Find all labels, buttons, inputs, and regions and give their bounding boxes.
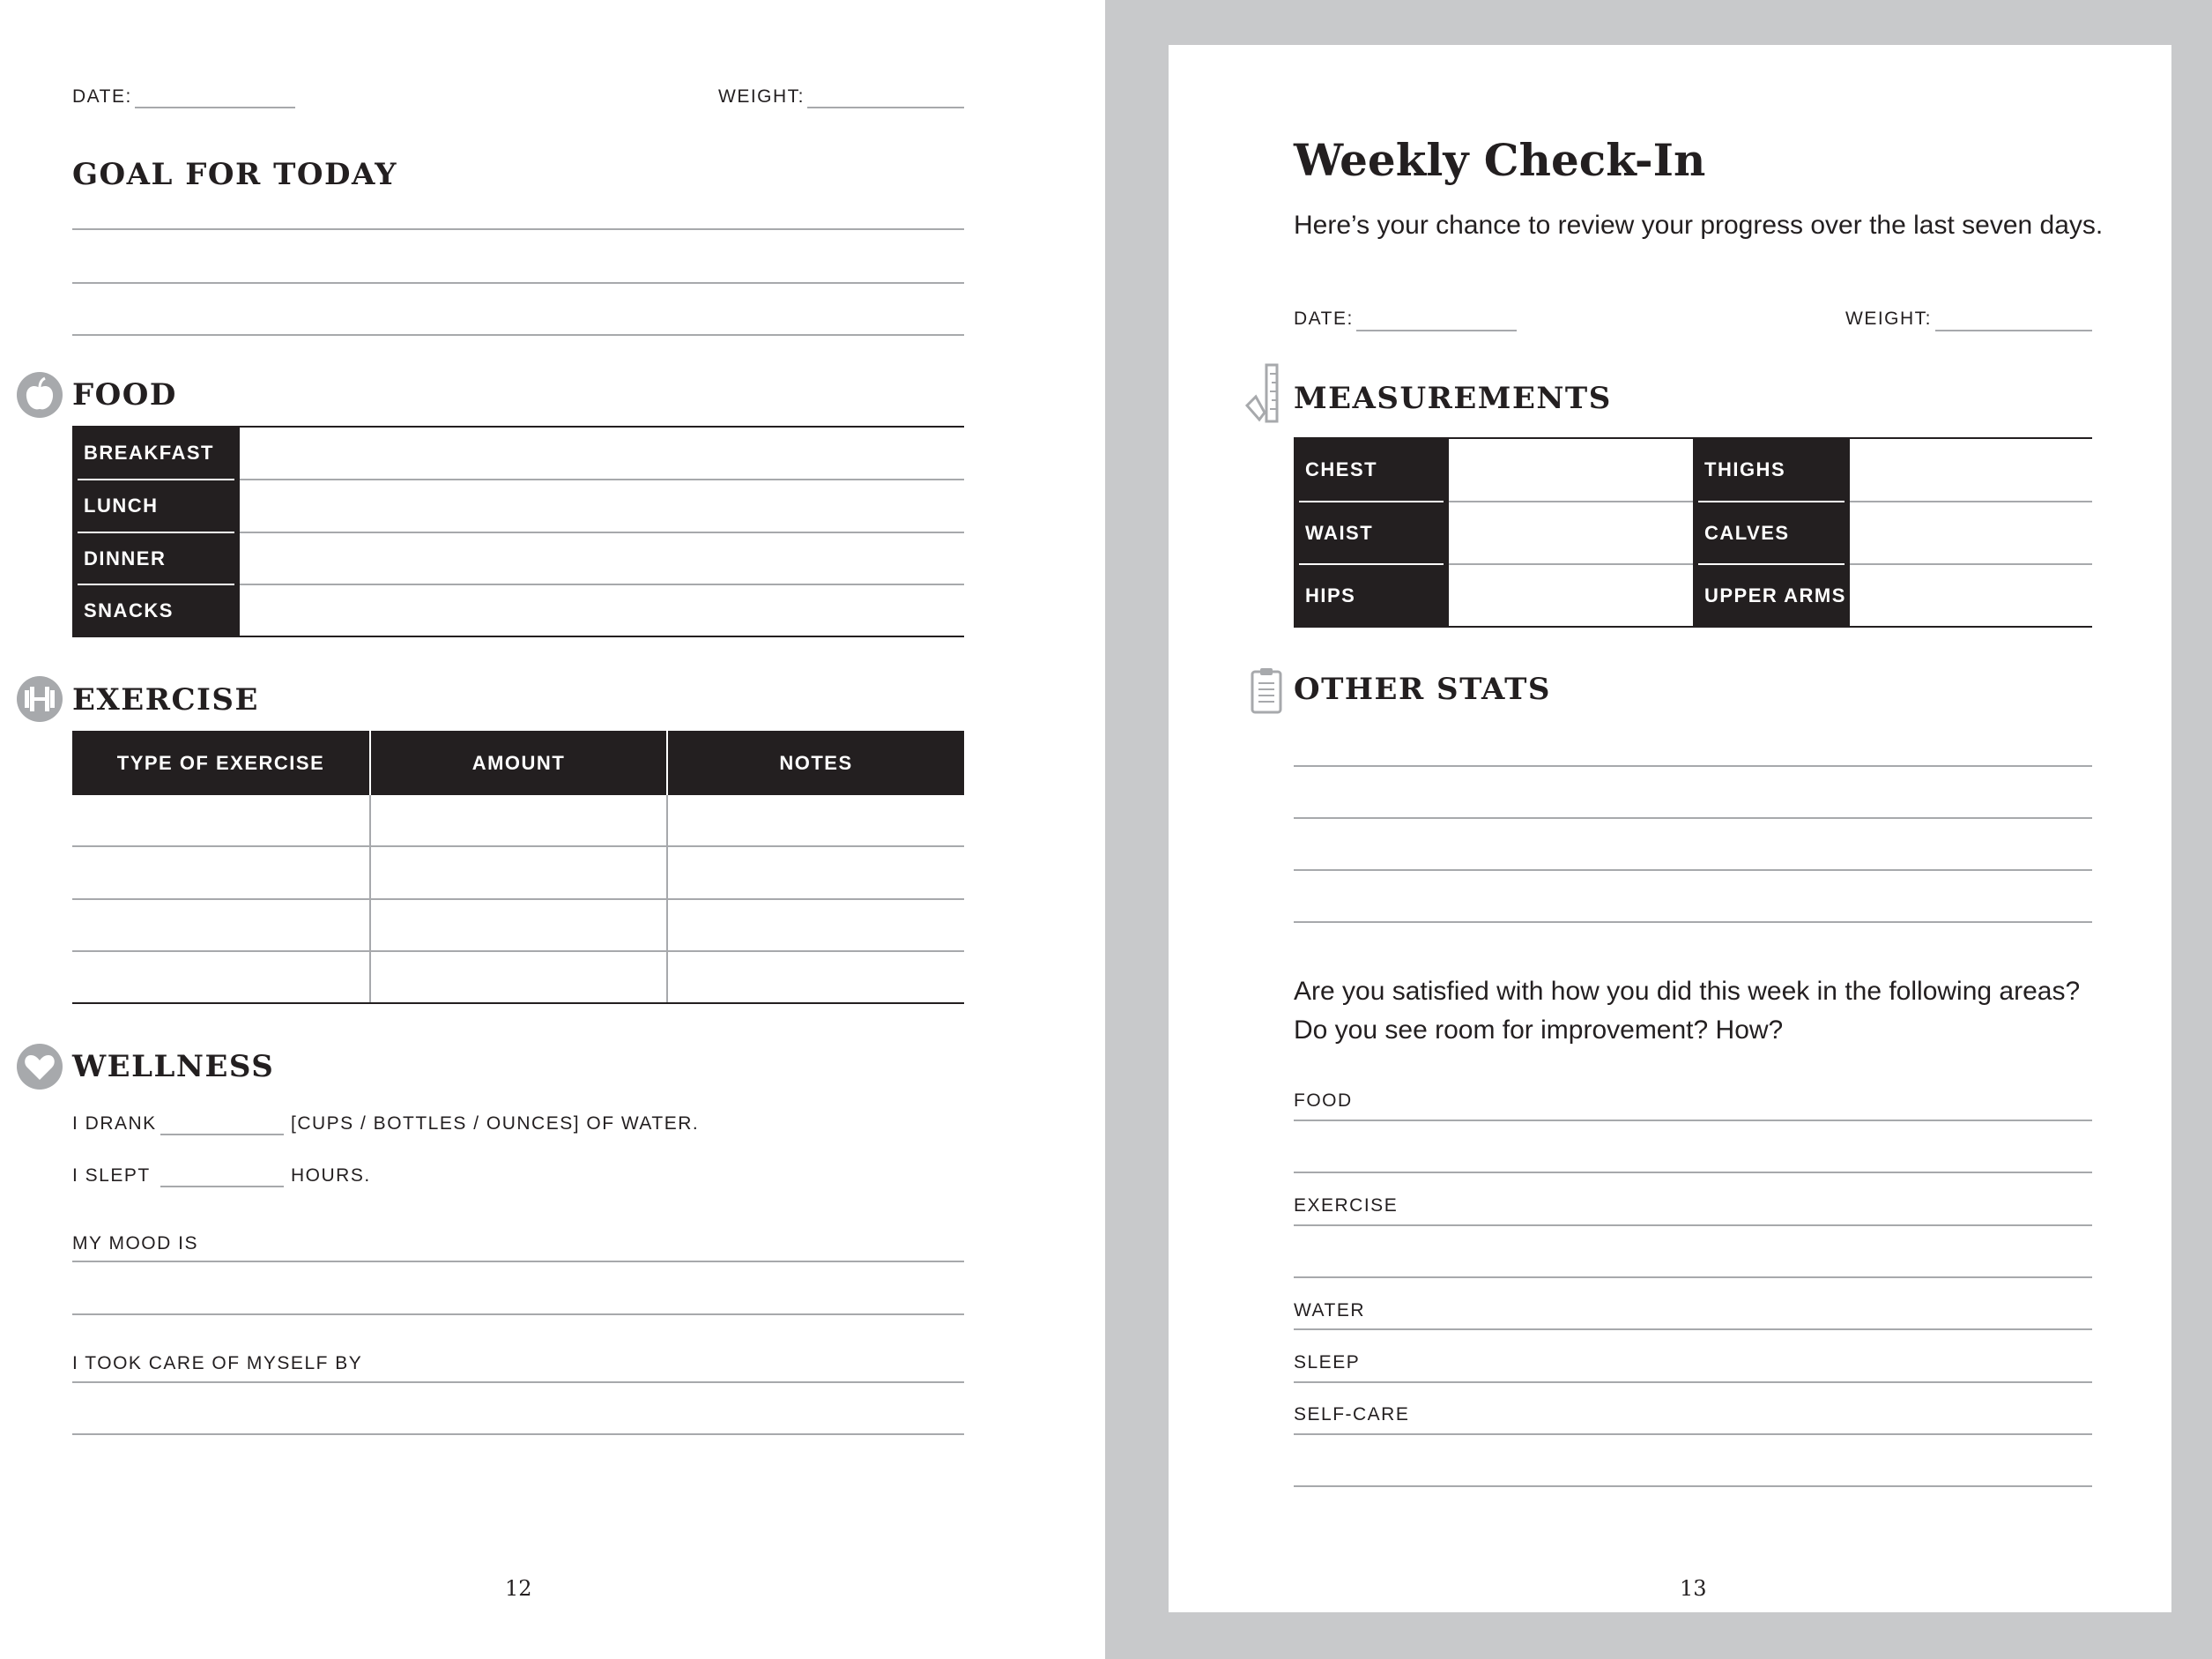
weight-label: WEIGHT: [718, 86, 805, 107]
wellness-heading: WELLNESS [72, 1049, 275, 1084]
area-exercise-line-2[interactable] [1294, 1276, 2092, 1278]
other-stats-line-2[interactable] [1294, 817, 2092, 819]
area-sleep-line[interactable] [1294, 1381, 2092, 1383]
mood-label: MY MOOD IS [72, 1233, 198, 1254]
food-line-breakfast[interactable] [240, 479, 964, 480]
area-food-line-2[interactable] [1294, 1172, 2092, 1173]
other-stats-line-3[interactable] [1294, 869, 2092, 871]
exercise-row-1[interactable] [72, 845, 964, 847]
goal-line-1[interactable] [72, 228, 964, 230]
date-line[interactable] [135, 107, 295, 108]
area-water-line[interactable] [1294, 1328, 2092, 1330]
food-row-snacks: SNACKS [72, 585, 240, 636]
page-number-right: 13 [1680, 1576, 1707, 1601]
slept-suffix: HOURS. [291, 1165, 371, 1186]
mood-line-1[interactable] [72, 1261, 964, 1262]
self-care-line-2[interactable] [72, 1433, 964, 1435]
other-stats-line-1[interactable] [1294, 765, 2092, 767]
page-title: Weekly Check-In [1294, 134, 1706, 186]
food-line-dinner[interactable] [240, 584, 964, 585]
exercise-col-type: TYPE OF EXERCISE [72, 731, 369, 795]
food-row-breakfast: BREAKFAST [72, 428, 240, 479]
weekly-weight-label: WEIGHT: [1845, 309, 1932, 329]
drank-suffix: [CUPS / BOTTLES / OUNCES] OF WATER. [291, 1113, 700, 1134]
area-exercise-label: EXERCISE [1294, 1195, 1399, 1216]
weight-line[interactable] [807, 107, 964, 108]
self-care-line-1[interactable] [72, 1381, 964, 1383]
measurements-heading: MEASUREMENTS [1294, 381, 1612, 416]
dumbbell-icon [17, 676, 63, 722]
page-subtitle: Here’s your chance to review your progress over the last seven days. [1294, 211, 2104, 240]
other-stats-heading: OTHER STATS [1294, 672, 1551, 707]
left-page [0, 0, 1105, 1659]
measure-waist-line[interactable] [1449, 563, 1693, 565]
measure-hips-label: HIPS [1294, 565, 1449, 627]
weekly-date-line[interactable] [1356, 330, 1517, 331]
measure-upper-arms-label: UPPER ARMS [1693, 565, 1850, 627]
date-label: DATE: [72, 86, 132, 107]
right-page [1169, 45, 2171, 1612]
mood-line-2[interactable] [72, 1313, 964, 1315]
apple-icon [17, 372, 63, 418]
ruler-icon [1243, 361, 1284, 425]
goal-line-3[interactable] [72, 334, 964, 336]
measure-thighs-label: THIGHS [1693, 439, 1850, 501]
area-self-care-label: SELF-CARE [1294, 1404, 1410, 1425]
page-number-left: 12 [505, 1576, 532, 1601]
exercise-row-2[interactable] [72, 898, 964, 900]
self-care-label: I TOOK CARE OF MYSELF BY [72, 1353, 363, 1373]
clipboard-icon [1249, 666, 1284, 715]
measure-chest-line[interactable] [1449, 501, 1693, 502]
food-heading: FOOD [72, 377, 177, 413]
food-row-dinner: DINNER [72, 533, 240, 584]
area-water-label: WATER [1294, 1300, 1365, 1321]
goal-line-2[interactable] [72, 282, 964, 284]
measure-thighs-line[interactable] [1850, 501, 2092, 502]
slept-label: I SLEPT [72, 1165, 151, 1186]
exercise-row-4[interactable] [72, 1002, 964, 1004]
exercise-col-amount: AMOUNT [371, 731, 666, 795]
drank-line[interactable] [160, 1134, 284, 1135]
weekly-weight-line[interactable] [1935, 330, 2092, 331]
slept-line[interactable] [160, 1186, 284, 1187]
area-self-care-line-1[interactable] [1294, 1433, 2092, 1435]
other-stats-line-4[interactable] [1294, 921, 2092, 923]
question-line-2: Do you see room for improvement? How? [1294, 1015, 1784, 1045]
exercise-heading: EXERCISE [72, 682, 259, 718]
measurements-table-bottom[interactable] [1294, 626, 2092, 628]
exercise-col-notes: NOTES [668, 731, 964, 795]
food-row-lunch: LUNCH [72, 480, 240, 532]
exercise-row-3[interactable] [72, 950, 964, 952]
heart-icon [17, 1044, 63, 1090]
weekly-date-label: DATE: [1294, 309, 1354, 329]
food-line-snacks[interactable] [72, 636, 964, 637]
area-self-care-line-2[interactable] [1294, 1485, 2092, 1487]
food-line-lunch[interactable] [240, 532, 964, 533]
measure-calves-line[interactable] [1850, 563, 2092, 565]
question-line-1: Are you satisfied with how you did this week in the following areas? [1294, 977, 2081, 1006]
measure-chest-label: CHEST [1294, 439, 1449, 501]
area-food-label: FOOD [1294, 1090, 1353, 1111]
measure-waist-label: WAIST [1294, 502, 1449, 564]
area-exercise-line-1[interactable] [1294, 1224, 2092, 1226]
area-food-line-1[interactable] [1294, 1120, 2092, 1121]
goal-heading: GOAL FOR TODAY [72, 157, 397, 192]
area-sleep-label: SLEEP [1294, 1352, 1361, 1373]
drank-label: I DRANK [72, 1113, 157, 1134]
measure-calves-label: CALVES [1693, 502, 1850, 564]
